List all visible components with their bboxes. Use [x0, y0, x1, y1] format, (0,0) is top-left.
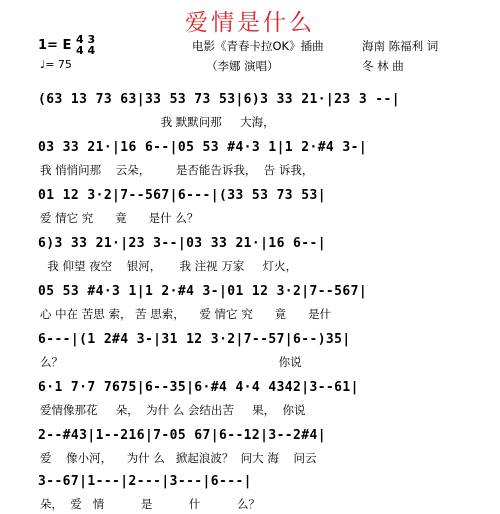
score-notes-row: 6---|(1 2#4 3-|31 12 3·2|7--57|6--)35| — [38, 332, 351, 347]
score-notes-row: (63 13 73 63|33 53 73 53|6)3 33 21·|23 3 --| — [38, 92, 400, 107]
song-title: 爱情是什么 — [185, 10, 315, 36]
score-lyrics-row: 爱 情它 究 竟 是什 么？ — [40, 211, 199, 225]
score-notes-row: 03 33 21·|16 6--|05 53 #4·3 1|1 2·#4 3-| — [38, 140, 368, 155]
score-lyrics-row: 爱 像小河， 为什 么 掀起浪波？ 问大 海 问云 — [40, 451, 317, 465]
composer-credit: 冬 林 曲 — [362, 59, 404, 73]
score-notes-row: 05 53 #4·3 1|1 2·#4 3-|01 12 3·2|7--567| — [38, 284, 368, 299]
score-lyrics-row: 我 默默问那 大海， — [40, 115, 275, 129]
score-notes-row: 6)3 33 21·|23 3--|03 33 21·|16 6--| — [38, 236, 326, 251]
lyricist-credit: 海南 陈福利 词 — [362, 39, 439, 53]
singer-credit: （李娜 演唱） — [206, 59, 279, 73]
score-lyrics-row: 朵， 爱 情 是 什 么？ — [40, 497, 260, 511]
tempo-marking: ♩= 75 — [40, 58, 72, 71]
key-signature: 1= E — [38, 38, 72, 53]
score-lyrics-row: 爱情像那花 朵， 为什 么 会结出苦 果， 你说 — [40, 403, 306, 417]
score-lyrics-row: 我 悄悄问那 云朵， 是否能告诉我， 告 诉我， — [40, 163, 314, 177]
time-signature-top: 4 3 — [76, 33, 96, 46]
score-notes-row: 6·1 7·7 7675|6--35|6·#4 4·4 4342|3--61| — [38, 380, 359, 395]
score-lyrics-row: 我 仰望 夜空 银河， 我 注视 万家 灯火， — [40, 259, 298, 273]
film-credit: 电影《青春卡拉OK》插曲 — [192, 39, 324, 53]
score-lyrics-row: 心 中在 苦思 索， 苦 思索， 爱 情它 究 竟 是什 — [40, 307, 332, 321]
score-notes-row: 3--67|1---|2---|3---|6---| — [38, 474, 252, 489]
time-signature-bottom: 4 4 — [76, 44, 96, 57]
score-notes-row: 2--#43|1--216|7-05 67|6--12|3--2#4| — [38, 428, 326, 443]
time-signature — [76, 34, 95, 56]
score-notes-row: 01 12 3·2|7--567|6---|(33 53 73 53| — [38, 188, 326, 203]
score-lyrics-row: 么？ 你说 — [40, 355, 302, 369]
